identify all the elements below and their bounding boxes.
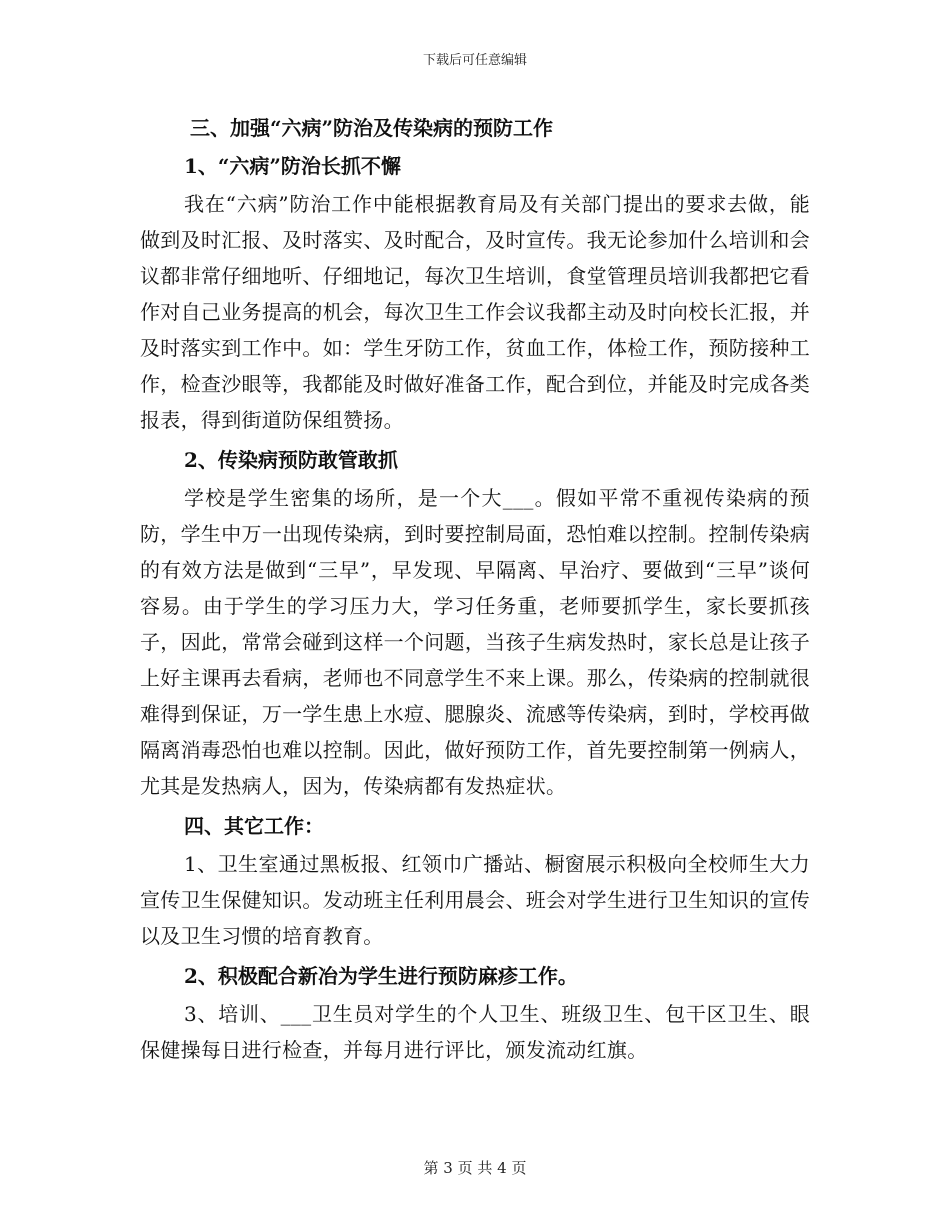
section-4-item-2: 2、积极配合新冶为学生进行预防麻疹工作。 xyxy=(184,964,578,988)
section-3-title: 三、加强“六病”防治及传染病的预防工作 xyxy=(190,116,554,140)
subsection-1-paragraph: 我在“六病”防治工作中能根据教育局及有关部门提出的要求去做，能做到及时汇报、及时落实、及时配合，及时宣传。我无论参加什么培训和会议都非常仔细地听、仔细地记，每次卫生培训，食堂管理员培训我都把它看作对自己业务提高的机会，每次卫生工作会议我都主动及时向校长汇报，并及时落实到工作中。如：学生牙防工作，贫血工作，体检工作，预防接种工作，检查沙眼等，我都能及时做好准备工作，配合到位，并能及时完成各类报表，得到街道防保组赞扬。 xyxy=(140,192,810,432)
section-4-item-1: 1、卫生室通过黑板报、红领巾广播站、橱窗展示积极向全校师生大力宣传卫生保健知识。发动班主任利用晨会、班会对学生进行卫生知识的宣传以及卫生习惯的培育教育。 xyxy=(140,852,810,948)
document-body xyxy=(140,110,810,1068)
subsection-1-title: 1、“六病”防治长抓不懈 xyxy=(184,154,401,178)
subsection-2-title: 2、传染病预防敢管敢抓 xyxy=(184,448,398,472)
subsection-2-paragraph: 学校是学生密集的场所，是一个大___。假如平常不重视传染病的预防，学生中万一出现传染病，到时要控制局面，恐怕难以控制。控制传染病的有效方法是做到“三早”，早发现、早隔离、早治疗、要做到“三早”谈何容易。由于学生的学习压力大，学习任务重，老师要抓学生，家长要抓孩子，因此，常常会碰到这样一个问题，当孩子生病发热时，家长总是让孩子上好主课再去看病，老师也不同意学生不来上课。那么，传染病的控制就很难得到保证，万一学生患上水痘、腮腺炎、流感等传染病，到时，学校再做隔离消毒恐怕也难以控制。因此，做好预防工作，首先要控制第一例病人，尤其是发热病人，因为，传染病都有发热症状。 xyxy=(140,486,810,798)
page-number-footer: 第 3 页 共 4 页 xyxy=(423,1159,527,1177)
page-header-note: 下载后可任意编辑 xyxy=(422,53,527,68)
section-4-title: 四、其它工作： xyxy=(184,814,324,838)
section-4-item-3: 3、培训、___卫生员对学生的个人卫生、班级卫生、包干区卫生、眼保健操每日进行检查，并每月进行评比，颁发流动红旗。 xyxy=(140,1002,810,1062)
